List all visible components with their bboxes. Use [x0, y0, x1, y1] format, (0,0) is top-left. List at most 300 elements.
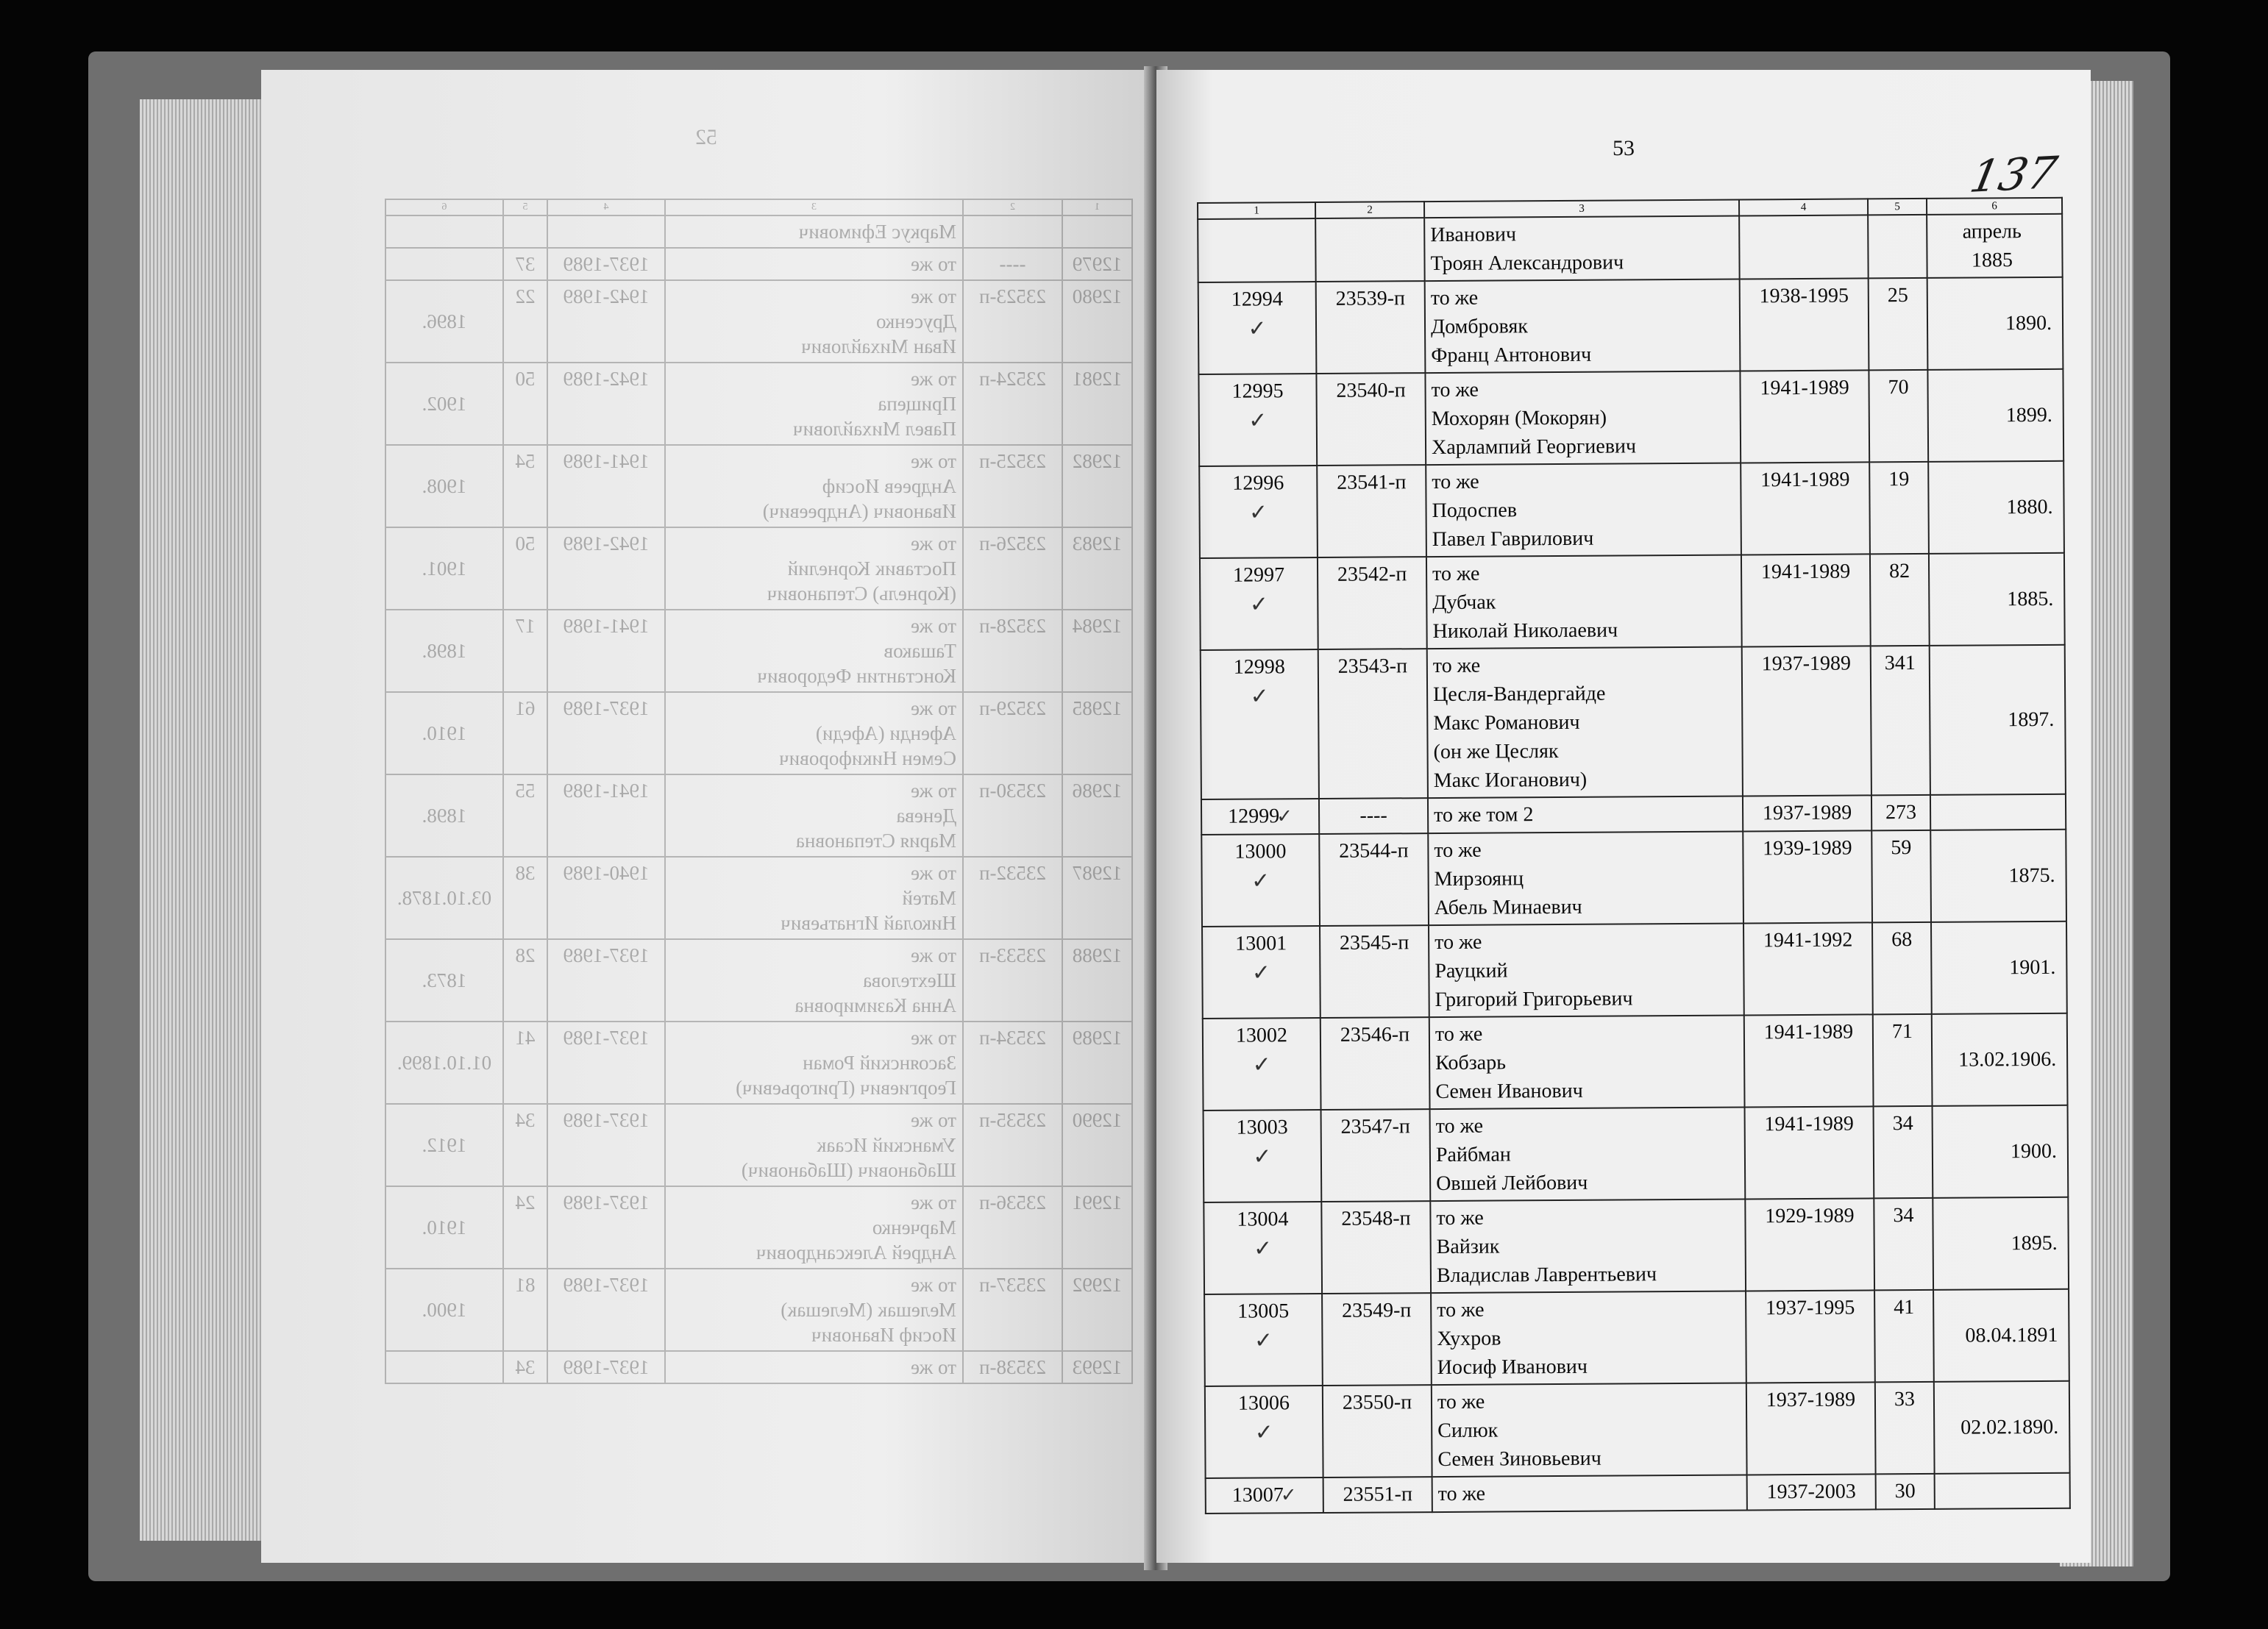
- left-table-row: [385, 363, 1132, 445]
- name-text: то же Хухров Иосиф Иванович: [1437, 1298, 1588, 1380]
- left-table-row: [385, 1022, 1132, 1104]
- name-cell: [1432, 1383, 1747, 1477]
- birth-date-cell: 01.10.1899.: [385, 1022, 503, 1104]
- check-mark: ✓: [1280, 1484, 1297, 1507]
- column-number-header: 5: [1868, 199, 1927, 215]
- table-row: [1204, 1197, 2069, 1294]
- years-cell: 1937-1989: [547, 1104, 665, 1186]
- birth-date-cell: [385, 248, 503, 280]
- sheet-count-cell: 71: [1873, 1014, 1933, 1106]
- record-number: 12995: [1231, 379, 1284, 403]
- name-cell: [665, 774, 963, 857]
- record-number-cell: [1204, 1294, 1323, 1386]
- birth-date-cell: 1901.: [1931, 922, 2067, 1014]
- record-number: 13001: [1235, 932, 1287, 955]
- name-cell: [1430, 1199, 1746, 1293]
- name-text: то же Рауцкий Григорий Григорьевич: [1435, 930, 1633, 1012]
- left-table-header-row: [385, 199, 1132, 215]
- record-number-cell: 12981: [1062, 363, 1132, 445]
- sheet-count-cell: 59: [1871, 830, 1931, 922]
- sheet-count-cell: 50: [503, 363, 547, 445]
- sheet-count-cell: 82: [1870, 554, 1930, 646]
- check-mark: ✓: [1252, 1052, 1271, 1078]
- archive-code-cell: 23525-п: [963, 445, 1062, 527]
- name-cell: [665, 939, 963, 1022]
- left-table-row: [385, 280, 1132, 363]
- name-cell: [665, 363, 963, 445]
- record-number-cell: [1204, 1202, 1322, 1294]
- sheet-count-cell: 41: [1874, 1290, 1934, 1382]
- birth-date-cell: 1896.: [385, 280, 503, 363]
- archive-code-cell: 23545-п: [1320, 925, 1429, 1018]
- years-cell: 1939-1989: [1743, 830, 1872, 923]
- continuation-row: [1198, 214, 2063, 282]
- left-continuation-row: [385, 215, 1132, 248]
- name-cell: [665, 1269, 963, 1351]
- left-table-body: [385, 199, 1132, 1383]
- birth-date-cell: 1901.: [385, 527, 503, 610]
- name-cell: [1424, 215, 1740, 281]
- record-number: 13005: [1237, 1300, 1290, 1323]
- sheet-count-cell: 70: [1869, 370, 1928, 462]
- years-cell: 1941-1989: [547, 445, 665, 527]
- name-cell: [665, 445, 963, 527]
- birth-date-cell: [385, 1351, 503, 1383]
- column-number-header: 4: [547, 199, 665, 215]
- record-number-cell: 12986: [1062, 774, 1132, 857]
- name-cell: [1432, 1475, 1747, 1512]
- left-table-row: [385, 1351, 1132, 1383]
- years-cell: 1938-1995: [1740, 278, 1869, 371]
- left-table-row: [385, 1104, 1132, 1186]
- sheet-count-cell: 341: [1871, 646, 1930, 795]
- name-text: то же Андреев Иосиф Иванович (Андреевич): [762, 450, 956, 522]
- column-number-header: 5: [503, 199, 547, 215]
- years-cell: 1937-1989: [547, 1269, 665, 1351]
- years-cell: 1940-1989: [547, 857, 665, 939]
- birth-date-cell: 1899.: [1927, 369, 2063, 462]
- left-table-row: [385, 527, 1132, 610]
- record-number: 13003: [1236, 1116, 1288, 1139]
- column-number-header: 4: [1739, 199, 1868, 215]
- birth-date-cell: 1898.: [385, 774, 503, 857]
- name-text: то же Прищепа Павел Михайлович: [792, 368, 956, 440]
- name-text: то же Цесля-Вандергайде Макс Романович (он же Цесляк Макс Иоганович): [1432, 654, 1606, 793]
- record-number-cell: 12988: [1062, 939, 1132, 1022]
- record-number-cell: [1199, 466, 1318, 558]
- record-number-cell: [1204, 1110, 1322, 1202]
- sheet-count-cell: 38: [503, 857, 547, 939]
- years-cell: 1942-1989: [547, 280, 665, 363]
- record-number: 13004: [1237, 1208, 1289, 1231]
- record-number: 12994: [1231, 288, 1283, 311]
- birth-date-cell: 1880.: [1928, 461, 2064, 554]
- table-row: [1199, 461, 2064, 558]
- sheet-count-cell: 34: [503, 1104, 547, 1186]
- name-text: то же Засоянский Роман Георгиевич (Григорьевич): [736, 1027, 956, 1099]
- birth-date-cell: 1897.: [1930, 645, 2066, 795]
- archive-code-cell: 23538-п: [963, 1351, 1062, 1383]
- sheet-count-cell: 41: [503, 1022, 547, 1104]
- sheet-count-cell: 33: [1875, 1382, 1935, 1474]
- name-text: то же Мелешак (Мелешак) Иосиф Иванович: [781, 1274, 956, 1346]
- check-mark: ✓: [1253, 1144, 1272, 1170]
- birth-date-cell: [1930, 794, 2066, 830]
- record-number-cell: 12983: [1062, 527, 1132, 610]
- table-row: [1205, 1381, 2070, 1478]
- name-text: то же: [911, 1356, 956, 1378]
- years-cell: 1942-1989: [547, 527, 665, 610]
- birth-date-cell: 1900.: [385, 1269, 503, 1351]
- name-cell: [665, 1104, 963, 1186]
- archive-code-cell: 23524-п: [963, 363, 1062, 445]
- name-text: то же Силюк Семен Зиновьевич: [1437, 1390, 1602, 1472]
- record-number: 13002: [1235, 1024, 1288, 1047]
- birth-date-cell: 1910.: [385, 692, 503, 774]
- check-mark: ✓: [1251, 868, 1270, 894]
- table-cell: [1868, 215, 1927, 278]
- name-text: то же Поставик Корнелий (Корнель) Степанович: [767, 532, 956, 605]
- table-row: [1198, 277, 2063, 374]
- check-mark: ✓: [1254, 1236, 1273, 1262]
- archive-code-cell: 23544-п: [1319, 833, 1429, 926]
- record-number-cell: 12985: [1062, 692, 1132, 774]
- check-mark: ✓: [1249, 591, 1269, 618]
- check-mark: ✓: [1254, 1327, 1273, 1354]
- years-cell: 1929-1989: [1745, 1198, 1874, 1291]
- name-cell: [1430, 1107, 1746, 1201]
- name-cell: [1428, 831, 1743, 925]
- register-table-body: [1198, 198, 2070, 1514]
- sheet-count-cell: 68: [1872, 922, 1932, 1014]
- years-cell: 1937-1989: [547, 692, 665, 774]
- table-row: [1200, 553, 2065, 650]
- name-text: то же Домбровяк Франц Антонович: [1430, 286, 1592, 368]
- name-cell: [665, 248, 963, 280]
- page-number: 53: [1613, 136, 1635, 160]
- table-cell: [547, 215, 665, 248]
- birth-date-cell: 1875.: [1930, 830, 2066, 922]
- name-cell: [665, 692, 963, 774]
- sheet-count-cell: 37: [503, 248, 547, 280]
- table-cell: [1315, 218, 1425, 282]
- name-text: то же Подоспев Павел Гаврилович: [1432, 470, 1594, 552]
- years-cell: 1937-1989: [1743, 795, 1871, 831]
- sheet-count-cell: 55: [503, 774, 547, 857]
- name-text: то же Дубчак Николай Николаевич: [1432, 562, 1618, 644]
- record-number-cell: [1205, 1386, 1323, 1478]
- years-cell: 1941-1989: [1741, 554, 1871, 646]
- record-number-cell: [1198, 282, 1317, 374]
- archive-code-cell: 23551-п: [1323, 1477, 1432, 1513]
- sheet-count-cell: 34: [1874, 1106, 1933, 1198]
- record-number: 13007: [1231, 1483, 1284, 1507]
- column-number-header: 3: [1424, 199, 1739, 218]
- years-cell: 1937-1989: [547, 1186, 665, 1269]
- left-page: [261, 70, 1151, 1563]
- name-cell: [665, 857, 963, 939]
- name-cell: [1425, 279, 1741, 373]
- name-text: то же Ташаков Константин Федорович: [757, 615, 956, 687]
- archive-code-cell: 23542-п: [1318, 557, 1427, 649]
- table-cell: [1062, 215, 1132, 248]
- record-number-cell: [1201, 649, 1319, 799]
- record-number: 13006: [1237, 1391, 1290, 1415]
- sheet-count-cell: 28: [503, 939, 547, 1022]
- record-number-cell: 12993: [1062, 1351, 1132, 1383]
- archive-code-cell: 23528-п: [963, 610, 1062, 692]
- name-cell: [665, 1022, 963, 1104]
- archive-code-cell: ----: [1319, 798, 1428, 834]
- archive-code-cell: 23550-п: [1323, 1385, 1432, 1477]
- left-table-row: [385, 445, 1132, 527]
- sheet-count-cell: 50: [503, 527, 547, 610]
- years-cell: 1937-1989: [547, 1351, 665, 1383]
- check-mark: ✓: [1251, 960, 1271, 986]
- archive-code-cell: 23541-п: [1317, 465, 1426, 557]
- birth-date-cell: 1900.: [1933, 1105, 2069, 1198]
- table-cell: [1198, 218, 1316, 282]
- name-text: то же Матей Николай Игнатьевич: [781, 862, 956, 934]
- record-number-cell: 12991: [1062, 1186, 1132, 1269]
- left-table-row: [385, 774, 1132, 857]
- archive-code-cell: 23536-п: [963, 1186, 1062, 1269]
- birth-date-cell: 1902.: [385, 363, 503, 445]
- record-number: 12999: [1228, 805, 1280, 828]
- years-cell: 1941-1992: [1743, 922, 1873, 1015]
- name-text: то же Уманский Исаак Шабанович (Шабанович): [741, 1109, 956, 1181]
- sheet-count-cell: 25: [1869, 278, 1928, 370]
- sheet-count-cell: 34: [503, 1351, 547, 1383]
- table-row: [1206, 1473, 2070, 1514]
- table-row: [1202, 922, 2067, 1019]
- table-cell: [385, 215, 503, 248]
- record-number-cell: 12987: [1062, 857, 1132, 939]
- column-number-header: 6: [1927, 198, 2062, 215]
- name-text: то же Денева Мария Степановна: [795, 780, 956, 852]
- name-cell: [1429, 1015, 1745, 1109]
- table-row: [1201, 645, 2066, 799]
- years-cell: 1941-1989: [1744, 1014, 1874, 1107]
- name-text: то же Марченко Андрей Александрович: [756, 1191, 956, 1263]
- years-cell: 1941-1989: [1740, 370, 1869, 463]
- sheet-count-cell: 19: [1869, 462, 1929, 554]
- sheet-count-cell: 54: [503, 445, 547, 527]
- archive-code-cell: 23526-п: [963, 527, 1062, 610]
- name-text: то же Афенди (Афеди) Семен Никифорович: [779, 697, 956, 769]
- record-number-cell: 12979: [1062, 248, 1132, 280]
- archive-code-cell: 23532-п: [963, 857, 1062, 939]
- name-cell: [665, 280, 963, 363]
- birth-date-cell: 1885.: [1929, 553, 2065, 646]
- birth-date-cell: 1895.: [1933, 1197, 2069, 1290]
- check-mark: ✓: [1248, 499, 1268, 526]
- check-mark: ✓: [1276, 805, 1293, 828]
- record-number-cell: [1201, 799, 1319, 835]
- table-cell: [1739, 215, 1869, 279]
- archive-code-cell: 23523-п: [963, 280, 1062, 363]
- sheet-count-cell: 34: [1874, 1198, 1933, 1290]
- left-table-row: [385, 1269, 1132, 1351]
- sheet-count-cell: 22: [503, 280, 547, 363]
- table-row: [1198, 369, 2063, 466]
- register-table: [1197, 197, 2071, 1514]
- record-number: 12998: [1233, 655, 1285, 679]
- sheet-count-cell: 17: [503, 610, 547, 692]
- archive-code-cell: 23533-п: [963, 939, 1062, 1022]
- record-number-cell: [1206, 1477, 1323, 1514]
- left-table-row: [385, 248, 1132, 280]
- birth-date-cell: 1908.: [385, 445, 503, 527]
- name-text: Иванович Троян Александрович: [1430, 223, 1624, 276]
- column-number-header: 2: [1315, 202, 1424, 218]
- record-number-cell: [1200, 557, 1318, 650]
- record-number-cell: [1203, 1018, 1321, 1111]
- record-number-cell: 12984: [1062, 610, 1132, 692]
- archive-code-cell: 23546-п: [1320, 1017, 1430, 1110]
- birth-date-cell: 13.02.1906.: [1932, 1013, 2068, 1106]
- table-row: [1201, 830, 2066, 927]
- left-table-row: [385, 692, 1132, 774]
- check-mark: ✓: [1248, 316, 1267, 342]
- column-number-header: 2: [963, 199, 1062, 215]
- column-number-header: 3: [665, 199, 963, 215]
- left-table-row: [385, 610, 1132, 692]
- name-text: то же Вайзик Владислав Лаврентьевич: [1436, 1206, 1657, 1288]
- years-cell: 1937-1995: [1746, 1290, 1875, 1383]
- years-cell: 1937-2003: [1747, 1474, 1876, 1510]
- years-cell: 1937-1989: [547, 248, 665, 280]
- table-row: [1204, 1289, 2069, 1386]
- archive-code-cell: 23529-п: [963, 692, 1062, 774]
- archive-code-cell: 23540-п: [1316, 373, 1426, 466]
- archive-code-cell: 23534-п: [963, 1022, 1062, 1104]
- name-text: то же: [911, 253, 956, 275]
- left-table-row: [385, 1186, 1132, 1269]
- sheet-count-cell: 81: [503, 1269, 547, 1351]
- column-number-header: 6: [385, 199, 503, 215]
- birth-date-cell: 1898.: [385, 610, 503, 692]
- name-cell: [1431, 1291, 1746, 1385]
- sheet-count-cell: 24: [503, 1186, 547, 1269]
- birth-date-cell: 1912.: [385, 1104, 503, 1186]
- left-page-number: 52: [695, 125, 717, 149]
- archive-code-cell: 23548-п: [1321, 1201, 1431, 1294]
- record-number-cell: [1202, 926, 1320, 1019]
- birth-date-cell: 1873.: [385, 939, 503, 1022]
- years-cell: 1941-1989: [1741, 462, 1870, 555]
- table-row: [1203, 1013, 2068, 1111]
- table-row: [1201, 794, 2066, 835]
- years-cell: 1941-1989: [547, 774, 665, 857]
- name-cell: [1426, 463, 1741, 557]
- name-cell: [1428, 796, 1743, 833]
- years-cell: 1937-1989: [1746, 1382, 1876, 1475]
- right-page: [1156, 70, 2091, 1563]
- name-cell: [1429, 923, 1744, 1017]
- record-number-cell: 12989: [1062, 1022, 1132, 1104]
- birth-date-cell: 02.02.1890.: [1934, 1381, 2070, 1474]
- name-text: то же Райбман Овшей Лейбович: [1435, 1114, 1588, 1196]
- record-number: 13000: [1234, 840, 1287, 863]
- record-number: 12996: [1232, 471, 1284, 495]
- left-register-table: [385, 199, 1133, 1384]
- record-number-cell: [1198, 374, 1317, 466]
- name-cell: [1427, 646, 1743, 798]
- table-cell: [963, 215, 1062, 248]
- table-cell: [503, 215, 547, 248]
- name-text: то же том 2: [1434, 803, 1534, 827]
- name-text: то же Мохорян (Мокорян) Харлампий Георгиевич: [1431, 378, 1637, 460]
- left-table-row: [385, 939, 1132, 1022]
- archive-code-cell: 23549-п: [1322, 1293, 1432, 1386]
- sheet-count-cell: 273: [1871, 795, 1930, 830]
- column-number-header: 1: [1198, 202, 1315, 219]
- name-cell: Маркус Ефимович: [665, 215, 963, 248]
- archive-code-cell: 23530-п: [963, 774, 1062, 857]
- left-page-edges: [140, 99, 280, 1541]
- name-cell: [1425, 371, 1741, 465]
- birth-date-cell: [1927, 214, 2063, 278]
- archive-code-cell: 23547-п: [1321, 1109, 1431, 1202]
- years-cell: 1937-1989: [547, 1022, 665, 1104]
- sheet-count-cell: 61: [503, 692, 547, 774]
- archive-code-cell: 23539-п: [1316, 281, 1426, 374]
- archive-code-cell: 23537-п: [963, 1269, 1062, 1351]
- name-cell: [1426, 555, 1742, 649]
- name-text: то же Шехтелова Анна Казимировна: [794, 944, 956, 1016]
- birth-date-text: апрель 1885: [1962, 220, 2022, 272]
- name-text: то же Друсенко Иван Михайлович: [801, 285, 956, 357]
- birth-date-cell: [1935, 1473, 2070, 1509]
- years-cell: 1937-1989: [547, 939, 665, 1022]
- check-mark: ✓: [1254, 1419, 1273, 1446]
- name-cell: [665, 527, 963, 610]
- left-page-bleed-through: [261, 70, 1151, 1563]
- years-cell: 1941-1989: [1745, 1106, 1874, 1199]
- check-mark: ✓: [1248, 407, 1268, 434]
- name-text: то же Мирзоянц Абель Минаевич: [1434, 838, 1582, 920]
- years-cell: 1942-1989: [547, 363, 665, 445]
- archive-code-cell: 23543-п: [1318, 649, 1428, 799]
- archive-code-cell: ----: [963, 248, 1062, 280]
- table-row: [1204, 1105, 2069, 1202]
- record-number-cell: 12980: [1062, 280, 1132, 363]
- name-cell: [665, 1186, 963, 1269]
- left-table-row: [385, 857, 1132, 939]
- birth-date-cell: 1890.: [1927, 277, 2063, 370]
- record-number: 12997: [1233, 563, 1285, 587]
- years-cell: 1941-1989: [547, 610, 665, 692]
- record-number-cell: 12992: [1062, 1269, 1132, 1351]
- record-number-cell: 12990: [1062, 1104, 1132, 1186]
- name-text: то же Кобзарь Семен Иванович: [1435, 1022, 1583, 1104]
- name-cell: [665, 610, 963, 692]
- birth-date-cell: 1910.: [385, 1186, 503, 1269]
- sheet-count-cell: 30: [1876, 1474, 1935, 1509]
- check-mark: ✓: [1250, 683, 1269, 710]
- birth-date-cell: 08.04.1891: [1933, 1289, 2069, 1382]
- archive-code-cell: 23535-п: [963, 1104, 1062, 1186]
- record-number-cell: 12982: [1062, 445, 1132, 527]
- name-text: то же: [1437, 1482, 1486, 1506]
- record-number-cell: [1201, 834, 1320, 927]
- birth-date-cell: 03.10.1878.: [385, 857, 503, 939]
- handwritten-folio-number: 137: [1966, 147, 2061, 203]
- column-number-header: 1: [1062, 199, 1132, 215]
- years-cell: 1937-1989: [1742, 646, 1871, 796]
- name-cell: [665, 1351, 963, 1383]
